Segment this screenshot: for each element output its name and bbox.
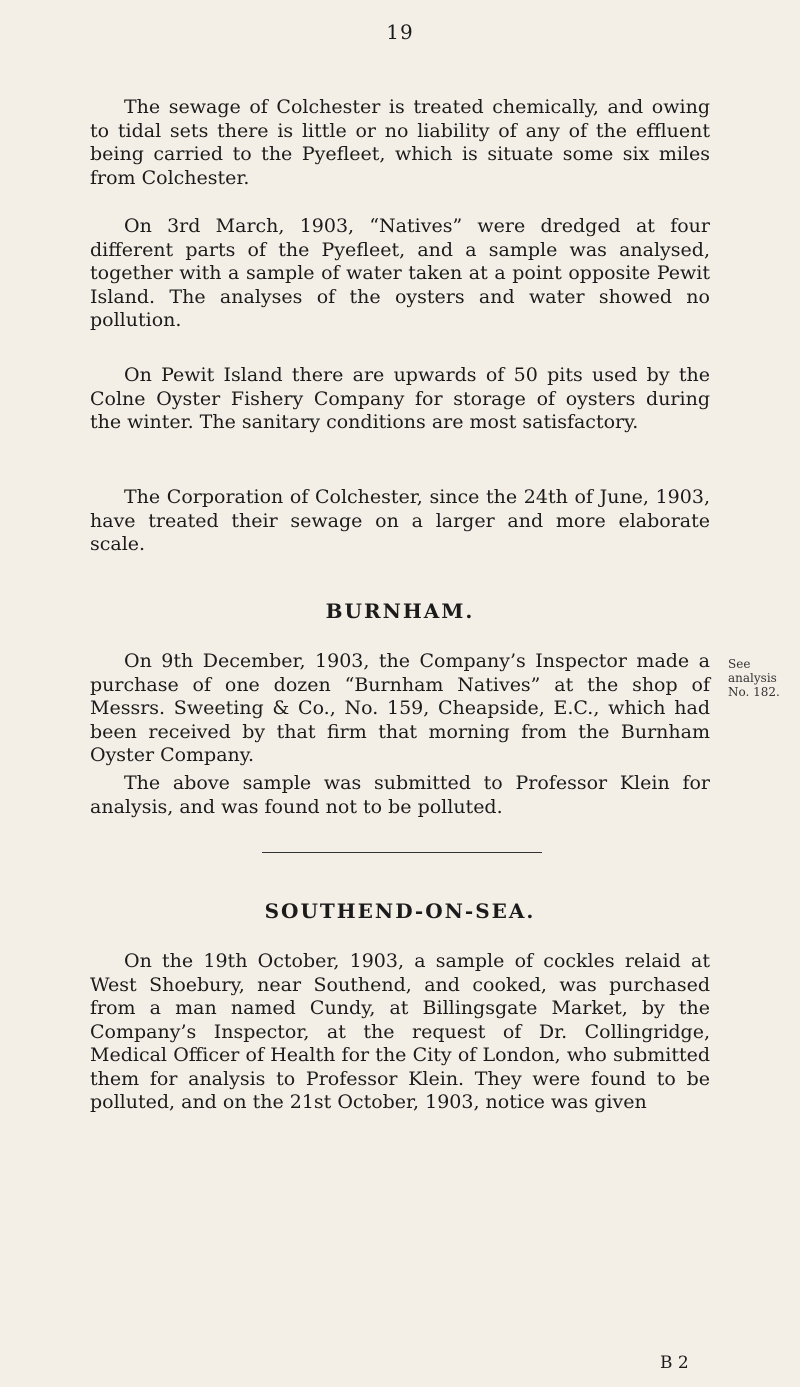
paragraph-corporation-colchester: The Corporation of Colchester, since the 24th of June, 1903, have treated their sewage on a larger and more elaborate scale. — [90, 486, 710, 555]
margin-note-analysis: See analysis No. 182. — [728, 657, 780, 699]
paragraph-pewit-island: On Pewit Island there are upwards of 50 pits used by the Colne Oyster Fishery Company for storage of oysters during the winter. The sanitary conditions are most satisfactory. — [90, 364, 710, 433]
paragraph-burnham-analysis: The above sample was submitted to Professor Klein for analysis, and was found not to be polluted. — [90, 772, 710, 818]
signature-mark: B 2 — [660, 1353, 689, 1373]
section-heading-burnham: BURNHAM. — [325, 599, 475, 623]
page-number: 19 — [386, 20, 414, 44]
paragraph-pyefleet-dredging: On 3rd March, 1903, “Natives” were dredged at four different parts of the Pyefleet, and a sample was analysed, together with a sample of water taken at a point opposite Pewit Island. The analyses of the oysters and water showed no pollution. — [90, 215, 710, 331]
section-heading-southend: SOUTHEND-ON-SEA. — [264, 899, 536, 923]
section-divider — [262, 852, 542, 853]
paragraph-sewage-colchester: The sewage of Colchester is treated chemically, and owing to tidal sets there is little or no liability of any of the effluent being carried to the Pyefleet, which is situate some six miles from Colchester. — [90, 96, 710, 189]
paragraph-southend-cockles: On the 19th October, 1903, a sample of cockles relaid at West Shoebury, near Southend, and cooked, was purchased from a man named Cundy, at Billingsgate Market, by the Company’s Inspector, at the request of Dr. Collingridge, Medical Officer of Health for the City of London, who submitted them for analysis to Professor Klein. They were found to be polluted, and on the 21st October, 1903, notice was given — [90, 950, 710, 1113]
paragraph-burnham-purchase: On 9th December, 1903, the Company’s Inspector made a purchase of one dozen “Burnham Natives” at the shop of Messrs. Sweeting & Co., No. 159, Cheapside, E.C., which had been received by that firm that morning from the Burnham Oyster Company. — [90, 650, 710, 766]
